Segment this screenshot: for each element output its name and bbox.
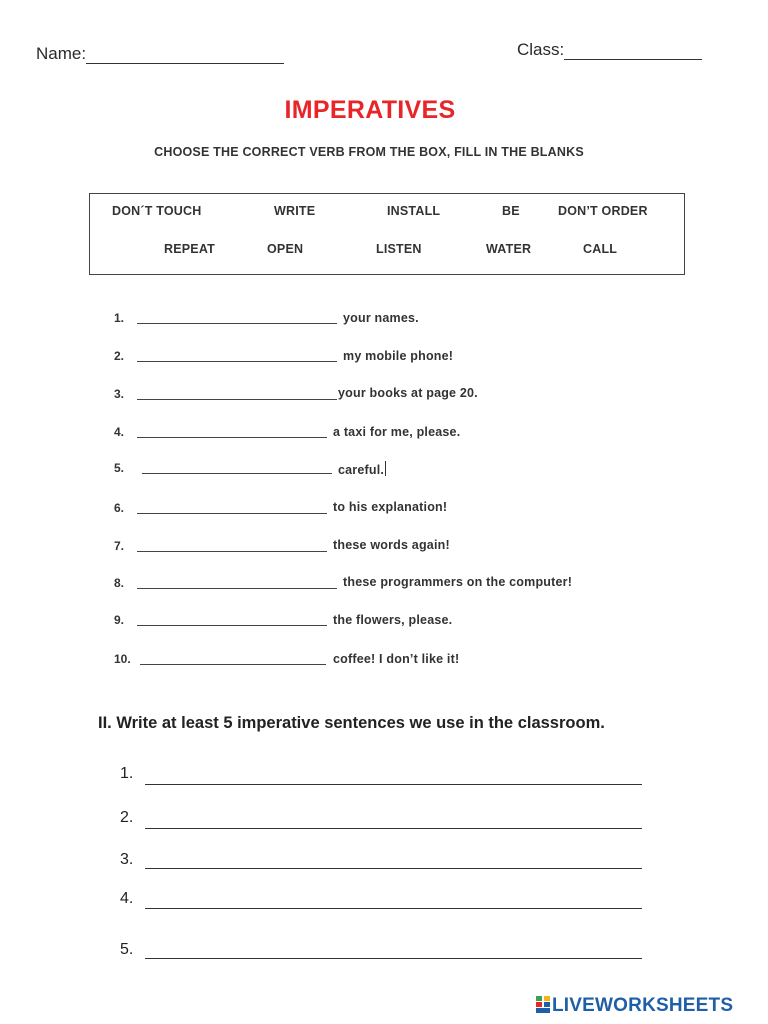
class-field[interactable] [517, 40, 702, 60]
verb-box [89, 193, 685, 275]
verb-option: CALL [583, 242, 618, 256]
section-heading: II. Write at least 5 imperative sentences we use in the classroom. [98, 714, 605, 732]
exercise-text: a taxi for me, please. [333, 425, 461, 439]
writing-number: 3. [120, 851, 134, 868]
exercise-number: 1. [114, 311, 125, 325]
verb-option: OPEN [267, 242, 304, 256]
exercise-number: 2. [114, 349, 125, 363]
exercise-text: my mobile phone! [343, 349, 454, 363]
answer-blank[interactable] [137, 588, 337, 589]
verb-option: WRITE [274, 204, 316, 218]
liveworksheets-logo [536, 995, 733, 1017]
name-field[interactable] [36, 44, 284, 64]
writing-line[interactable] [145, 908, 642, 909]
exercise-text: the flowers, please. [333, 613, 453, 627]
text-cursor [385, 461, 386, 476]
writing-line[interactable] [145, 784, 642, 785]
exercise-text: to his explanation! [333, 500, 448, 514]
exercise-number: 7. [114, 539, 125, 553]
verb-option: BE [502, 204, 520, 218]
page-title: IMPERATIVES [284, 96, 456, 124]
answer-blank[interactable] [137, 361, 337, 362]
exercise-text: these words again! [333, 538, 450, 552]
writing-line[interactable] [145, 958, 642, 959]
writing-number: 2. [120, 809, 134, 826]
class-blank[interactable] [564, 41, 702, 60]
exercise-number: 4. [114, 425, 125, 439]
writing-line[interactable] [145, 828, 642, 829]
exercise-text: your books at page 20. [338, 386, 478, 400]
exercise-text: these programmers on the computer! [343, 575, 573, 589]
verb-option: WATER [486, 242, 532, 256]
writing-number: 1. [120, 765, 134, 782]
verb-option: LISTEN [376, 242, 422, 256]
answer-blank[interactable] [137, 323, 337, 324]
writing-number: 5. [120, 941, 134, 958]
answer-blank[interactable] [142, 473, 332, 474]
answer-blank[interactable] [137, 551, 327, 552]
verb-option: INSTALL [387, 204, 441, 218]
exercise-number: 10. [114, 652, 131, 666]
name-label: Name: [36, 44, 87, 63]
exercise-number: 9. [114, 613, 125, 627]
answer-blank[interactable] [137, 513, 327, 514]
answer-blank[interactable] [137, 625, 327, 626]
answer-blank[interactable] [140, 664, 326, 665]
exercise-text: careful. [338, 463, 385, 477]
exercise-number: 3. [114, 387, 125, 401]
verb-option: REPEAT [164, 242, 215, 256]
instructions: CHOOSE THE CORRECT VERB FROM THE BOX, FILL IN THE BLANKS [154, 145, 584, 159]
exercise-number: 8. [114, 576, 125, 590]
liveworksheets-logo-icon [536, 996, 551, 1013]
class-label: Class: [517, 40, 565, 59]
writing-number: 4. [120, 890, 134, 907]
exercise-number: 5. [114, 461, 125, 475]
verb-option: DON´T TOUCH [112, 204, 202, 218]
answer-blank[interactable] [137, 437, 327, 438]
name-blank[interactable] [86, 45, 284, 64]
writing-line[interactable] [145, 868, 642, 869]
exercise-number: 6. [114, 501, 125, 515]
answer-blank[interactable] [137, 399, 337, 400]
exercise-text: coffee! I don’t like it! [333, 652, 460, 666]
exercise-text: your names. [343, 311, 419, 325]
logo-text: LIVEWORKSHEETS [552, 995, 734, 1016]
verb-option: DON’T ORDER [558, 204, 648, 218]
